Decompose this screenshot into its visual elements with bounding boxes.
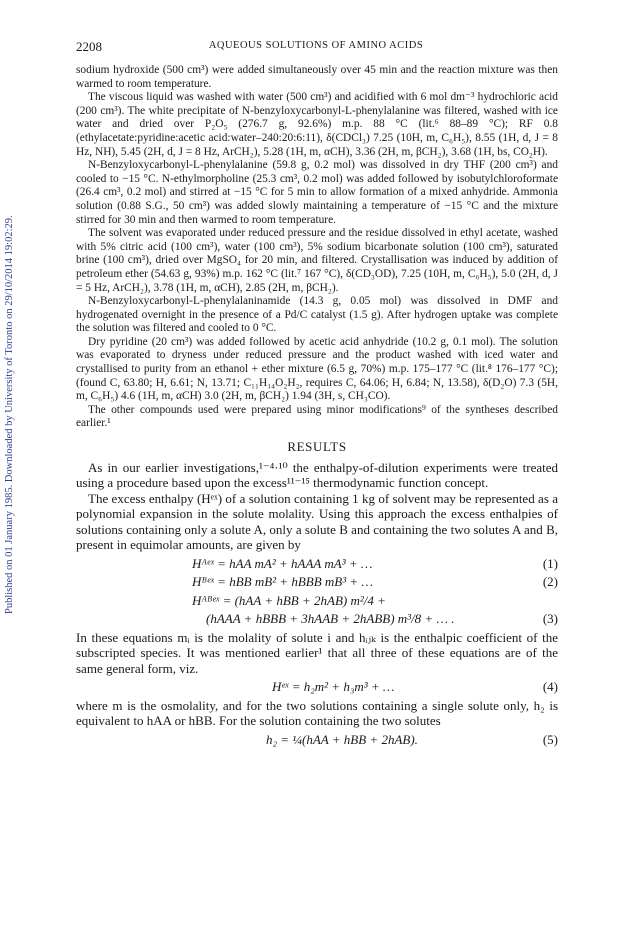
section-heading: RESULTS	[287, 439, 347, 455]
equation-5	[76, 732, 558, 748]
equation-text: Hᵉˣ = h₂m² + h₃m³ + …	[272, 679, 395, 695]
equation-text: h₂ = ¼(hAA + hBB + 2hAB).	[266, 731, 418, 747]
paragraph: The viscous liquid was washed with water (500 cm³) and acidified with 6 mol dm⁻³ hydrochloric acid (200 cm³). The white precipitate of N-benzyloxycarbonyl-L-phenylalanine was filtered, washed with ice water and dried over P₂O₅ (276.7 g, 92.6%) m.p. 88 °C (lit.⁶ 88–89 °C); RF 0.8 (ethylacetate:pyridine:acetic acid:water–240:20:6:11), δ(CDCl₃) 7.25 (10H, m, C₆H₅), 8.55 (1H, d, J = 8 Hz, NH), 5.45 (2H, d, J = 8 Hz, ArCH₂), 5.28 (1H, m, αCH), 3.36 (2H, m, βCH₂), 3.68 (1H, bs, CO₂H).	[76, 91, 558, 158]
equation-text: Hᴮᵉˣ = hBB mB² + hBBB mB³ + …	[192, 574, 373, 590]
equation-number: (1)	[542, 555, 558, 571]
equation-1	[76, 556, 558, 572]
equation-2	[76, 574, 558, 590]
results-section	[76, 460, 558, 748]
equation-text: Hᴬᴮᵉˣ = (hAA + hBB + 2hAB) m²/4 +	[192, 592, 386, 608]
paragraph: where m is the osmolality, and for the two solutions containing a single solute only, h₂ is equivalent to hAA or hBB. For the solution containing the two solutes	[76, 697, 558, 729]
equation-number: (2)	[542, 574, 558, 590]
page-header	[76, 39, 556, 59]
equation-number: (3)	[542, 611, 558, 627]
paragraph: sodium hydroxide (500 cm³) were added simultaneously over 45 min and the reaction mixture was then warmed to room temperature.	[76, 64, 558, 90]
paragraph: In these equations mᵢ is the molality of solute i and hᵢⱼₖ is the enthalpic coefficient of the subscripted species. It was mentioned earlier¹ that all three of these equations are of the same general form, viz.	[76, 629, 558, 676]
equation-3a	[76, 593, 558, 609]
article-body	[76, 64, 558, 750]
equation-3b	[76, 611, 558, 627]
paragraph: As in our earlier investigations,¹⁻⁴·¹⁰ the enthalpy-of-dilution experiments were treated using a procedure based upon the excess¹¹⁻¹⁵ thermodynamic function concept.	[76, 459, 558, 491]
paragraph: The solvent was evaporated under reduced pressure and the residue dissolved in ethyl acetate, washed with 5% citric acid (100 cm³), water (100 cm³), 5% sodium bicarbonate solution (100 cm³), saturated brine (100 cm³), dried over MgSO₄ for 20 min, and filtered. Crystallisation was induced by addition of petroleum ether (54.63 g, 93%) m.p. 162 °C (lit.⁷ 167 °C), δ(CD₃OD), 7.25 (10H, m, C₆H₅), 5.0 (2H, d, J = 5 Hz, ArCH₂), 3.78 (1H, m, αCH), 2.85 (2H, m, βCH₂).	[76, 227, 558, 294]
equation-4	[76, 679, 558, 695]
equation-text: (hAAA + hBBB + 3hAAB + 2hABB) m³/8 + … .	[206, 611, 455, 627]
equation-text: Hᴬᵉˣ = hAA mA² + hAAA mA³ + …	[192, 555, 373, 571]
paragraph: Dry pyridine (20 cm³) was added followed by acetic acid anhydride (10.2 g, 0.1 mol). The solution was evaporated to dryness under reduced pressure and the product washed with iced water and crystallised to purity from an ethanol + ether mixture (6.5 g, 70%) m.p. 175–177 °C (lit.⁸ 176–177 °C); (found C, 63.80; H, 6.61; N, 13.71; C₁₁H₁₄O₂H₂, requires C, 64.06; H, 6.84; N, 13.58), δ(D₂O) 7.3 (5H, m, C₆H₅) 4.6 (1H, m, αCH) 3.0 (2H, m, βCH₂) 1.94 (3H, s, CH₃CO).	[76, 335, 558, 403]
page-number: 2208	[76, 39, 102, 54]
running-title: AQUEOUS SOLUTIONS OF AMINO ACIDS	[208, 40, 424, 51]
equation-number: (5)	[542, 731, 558, 747]
paragraph: The excess enthalpy (Hᵉˣ) of a solution containing 1 kg of solvent may be represented as a polynomial expansion in the solute molality. Using this approach the excess enthalpies of solutions containing only a solute A, only a solute B and containing the two solutes A and B, present in equimolar amounts, are given by	[76, 490, 558, 553]
equation-number: (4)	[542, 679, 558, 695]
paragraph: N-Benzyloxycarbonyl-L-phenylalanine (59.8 g, 0.2 mol) was dissolved in dry THF (200 cm³) and cooled to −15 °C. N-ethylmorpholine (25.3 cm³, 0.2 mol) was added followed by isobutylchloroformate (26.4 cm³, 0.2 mol) and stirred at −15 °C for 5 min to allow formation of a mixed anhydride. Ammonia solution (0.88 S.G., 50 cm³) was added slowly maintaining a temperature of −15 °C and the mixture stirred for 30 min and then warmed to room temperature.	[76, 159, 558, 226]
download-watermark: Published on 01 January 1985. Downloaded by University of Toronto on 29/10/2014 19:02:29.	[4, 215, 15, 615]
paragraph: The other compounds used were prepared using minor modifications⁹ of the syntheses described earlier.¹	[76, 403, 558, 430]
paragraph: N-Benzyloxycarbonyl-L-phenylalaninamide (14.3 g, 0.05 mol) was dissolved in DMF and hydrogenated overnight in the presence of a Pd/C catalyst (1.5 g). After hydrogen uptake was complete the solution was filtered and cooled to 0 °C.	[76, 295, 558, 335]
